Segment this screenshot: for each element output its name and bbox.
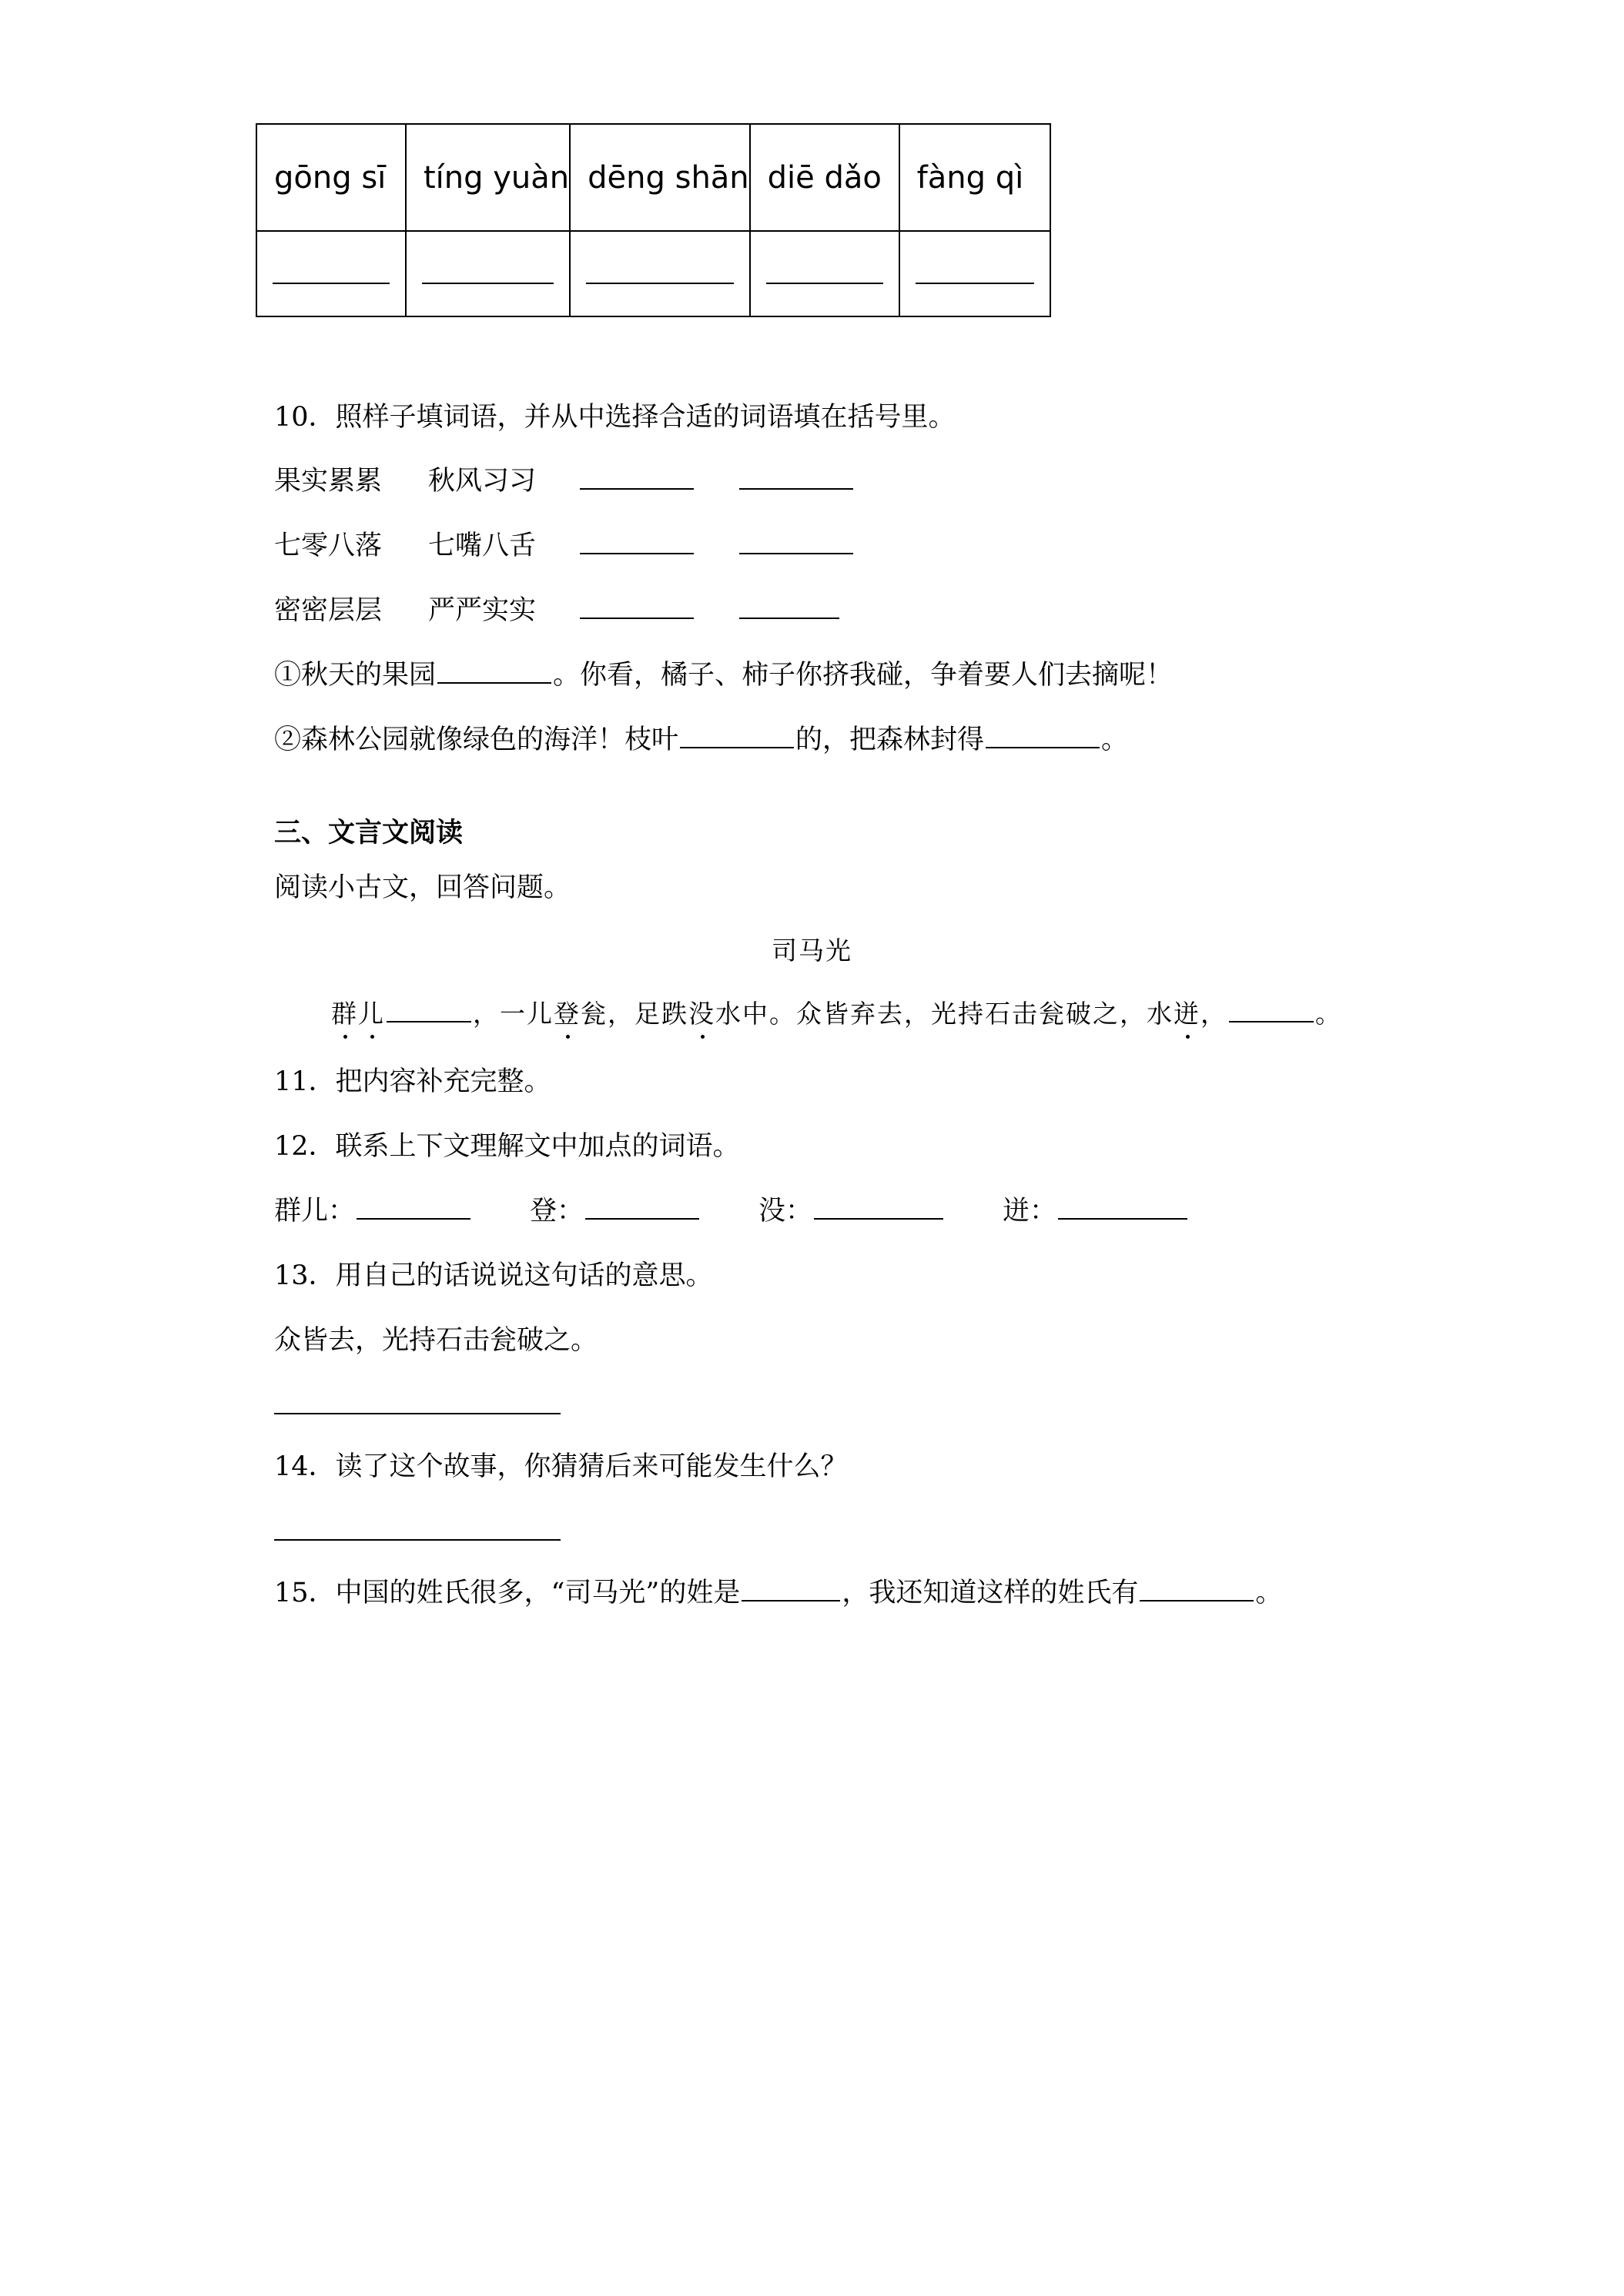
q13-answer-line[interactable]: [274, 1413, 561, 1414]
q10-sentence-1: [274, 658, 1173, 692]
answer-blank[interactable]: [739, 594, 839, 619]
answer-blank[interactable]: [750, 231, 899, 316]
passage-segment: 。: [1315, 999, 1342, 1029]
answer-blank[interactable]: [899, 231, 1050, 316]
term-label: 没：: [758, 1196, 813, 1227]
q15-text: [274, 1576, 1282, 1610]
pinyin-cell: fàng qì: [899, 124, 1050, 231]
example-word: 果实累累: [274, 466, 383, 497]
q12-blanks: [274, 1194, 1189, 1228]
pinyin-cell: dēng shān: [570, 124, 750, 231]
section-title: 三、文言文阅读: [274, 818, 464, 848]
term-label: 迸：: [1003, 1196, 1057, 1227]
q13-sentence: 众皆去，光持石击瓮破之。: [274, 1325, 598, 1356]
example-word: 七嘴八舌: [428, 530, 537, 561]
pinyin-cell: gōng sī: [256, 124, 406, 231]
answer-blank[interactable]: [1140, 1577, 1254, 1602]
passage-segment: 瓮，足跌: [581, 999, 688, 1029]
answer-blank[interactable]: [256, 231, 406, 316]
example-word: 七零八落: [274, 530, 383, 561]
answer-blank[interactable]: [437, 659, 551, 684]
sentence-text: ①秋天的果园: [274, 660, 437, 691]
q14-text: 14．读了这个故事，你猜猜后来可能发生什么？: [274, 1451, 848, 1482]
answer-blank[interactable]: [387, 998, 471, 1022]
sentence-text: 。你看，橘子、柿子你挤我碰，争着要人们去摘呢！: [553, 660, 1174, 691]
answer-blank[interactable]: [1058, 1195, 1187, 1220]
answer-blank[interactable]: [680, 724, 794, 748]
q15-segment: ，我还知道这样的姓氏有: [842, 1578, 1139, 1608]
section-intro: 阅读小古文，回答问题。: [274, 872, 571, 903]
answer-blank[interactable]: [580, 465, 694, 490]
answer-blank[interactable]: [739, 465, 853, 490]
q10-row-2: [274, 529, 855, 563]
sentence-text: 的，把森林封得: [795, 725, 985, 755]
pinyin-cell: diē dǎo: [750, 124, 899, 231]
dotted-char: 群: [331, 997, 358, 1031]
term-label: 群儿：: [274, 1196, 356, 1227]
answer-blank[interactable]: [570, 231, 750, 316]
example-word: 严严实实: [428, 595, 537, 626]
answer-blank[interactable]: [585, 1195, 699, 1220]
q15-segment: 15．中国的姓氏很多，“司马光”的姓是: [274, 1578, 741, 1608]
q10-row-1: [274, 464, 855, 498]
term-label: 登：: [530, 1196, 584, 1227]
answer-blank[interactable]: [742, 1577, 840, 1602]
q11-text: 11．把内容补充完整。: [274, 1066, 551, 1097]
pinyin-cell: tíng yuàn: [406, 124, 570, 231]
q13-text: 13．用自己的话说说这句话的意思。: [274, 1260, 713, 1291]
example-word: 秋风习习: [428, 466, 537, 497]
passage-segment: ，一儿: [473, 999, 554, 1029]
passage-segment: 水中。众皆弃去，光持石击瓮破之，水: [715, 999, 1174, 1029]
q10-prompt: 10．照样子填词语，并从中选择合适的词语填在括号里。: [274, 402, 956, 433]
answer-blank[interactable]: [580, 530, 694, 554]
sentence-text: ②森林公园就像绿色的海洋！枝叶: [274, 725, 679, 755]
q10-row-3: [274, 594, 841, 628]
q12-text: 12．联系上下文理解文中加点的词语。: [274, 1131, 740, 1162]
dotted-char: 登: [554, 997, 581, 1031]
answer-blank[interactable]: [986, 724, 1100, 748]
pinyin-row: [256, 124, 1050, 231]
answer-blank[interactable]: [406, 231, 570, 316]
passage-title: 司马光: [772, 935, 852, 966]
passage-segment: ，: [1200, 999, 1227, 1029]
example-word: 密密层层: [274, 595, 383, 626]
passage-text: [331, 997, 1342, 1031]
sentence-text: 。: [1101, 725, 1129, 755]
dotted-char: 迸: [1174, 997, 1200, 1031]
dotted-char: 儿: [358, 997, 385, 1031]
answer-blank[interactable]: [1229, 998, 1314, 1022]
q10-sentence-2: [274, 723, 1128, 757]
answer-blank[interactable]: [814, 1195, 943, 1220]
answer-blank[interactable]: [739, 530, 853, 554]
answer-blank[interactable]: [357, 1195, 470, 1220]
q14-answer-line[interactable]: [274, 1539, 561, 1541]
q15-segment: 。: [1255, 1578, 1283, 1608]
answer-row: [256, 231, 1050, 316]
answer-blank[interactable]: [580, 594, 694, 619]
pinyin-table: [256, 123, 1051, 317]
dotted-char: 没: [688, 997, 715, 1031]
